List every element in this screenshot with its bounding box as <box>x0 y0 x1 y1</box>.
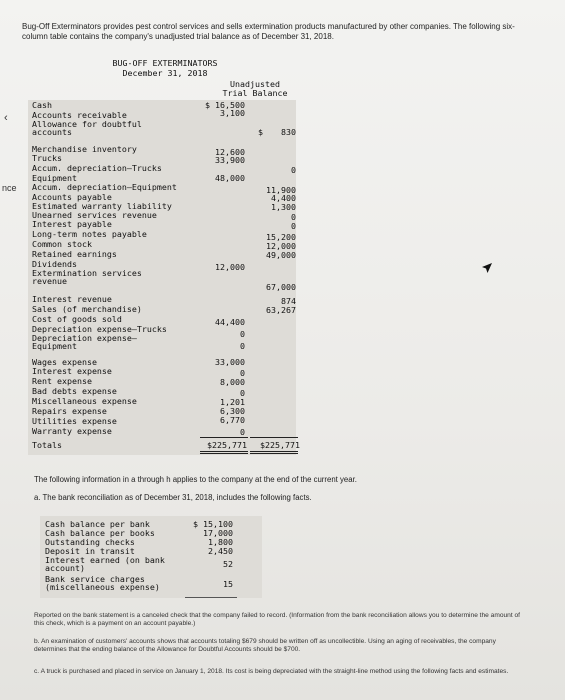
table-row-debit: 0 <box>240 368 245 378</box>
company-name: BUG-OFF EXTERMINATORS <box>112 58 218 68</box>
bank-row-label: Deposit in transit <box>45 546 135 556</box>
totals-label: Totals <box>32 440 62 450</box>
table-row-label: Miscellaneous expense <box>32 396 137 406</box>
table-row-credit: 0 <box>291 221 296 231</box>
table-row-label: Repairs expense <box>32 406 107 416</box>
table-row-credit: 49,000 <box>266 250 296 260</box>
table-row-debit: 44,400 <box>215 317 245 327</box>
bank-row-value: 1,800 <box>208 537 233 547</box>
table-row-label: Accounts receivable <box>32 110 127 120</box>
table-row-credit: 0 <box>291 165 296 175</box>
table-row-label: Utilities expense <box>32 416 117 426</box>
table-row-debit: 1,201 <box>220 397 245 407</box>
table-row-debit: 0 <box>240 388 245 398</box>
mouse-pointer-icon <box>481 262 493 274</box>
table-row-credit: 67,000 <box>266 282 296 292</box>
table-row-credit: 63,267 <box>266 305 296 315</box>
table-row-debit: 48,000 <box>215 173 245 183</box>
intro-paragraph: Bug-Off Exterminators provides pest control services and sells extermination products manufactured by other companies. The following six-column table contains the company's unadjusted trial balance as of December 31, 2018. <box>22 22 515 41</box>
bank-row-value: 15 <box>223 579 233 589</box>
chevron-left-icon[interactable]: ‹ <box>4 112 8 124</box>
table-row-label: Accum. depreciation—Equipment <box>32 182 177 192</box>
reported-paragraph: Reported on the bank statement is a canceled check that the company failed to record. (Information from the bank reconciliation allows you to determine the amount of this check, which is a payment on an account payable.) <box>34 612 521 627</box>
bank-row-value: 52 <box>223 559 233 569</box>
table-row-credit: 830 <box>281 127 296 137</box>
table-row-label: Interest revenue <box>32 294 112 304</box>
statement-date: December 31, 2018 <box>122 68 208 78</box>
table-row-debit: 8,000 <box>220 377 245 387</box>
table-row-debit: 33,900 <box>215 155 245 165</box>
info-paragraph: The following information in a through h applies to the company at the end of the current year. <box>34 475 357 484</box>
table-row-label: Depreciation expense—Trucks <box>32 324 167 334</box>
table-row-label: Depreciation expense— Equipment <box>32 333 137 352</box>
table-row-label: Long-term notes payable <box>32 229 147 239</box>
total-credit: $225,771 <box>260 440 300 450</box>
credit-double-rule-1 <box>250 451 298 452</box>
table-row-label: Cash <box>32 100 52 110</box>
bank-row-label: Outstanding checks <box>45 537 135 547</box>
table-row-credit: 1,300 <box>271 202 296 212</box>
table-row-debit: 0 <box>240 329 245 339</box>
table-row-label: Accounts payable <box>32 192 112 202</box>
column-heading-line-1: Unadjusted <box>230 79 280 89</box>
table-row-debit: 3,100 <box>220 108 245 118</box>
credit-total-rule <box>250 437 298 438</box>
table-row-credit: 0 <box>291 212 296 222</box>
table-row-label: Cost of goods sold <box>32 314 122 324</box>
table-row-credit: 874 <box>281 296 296 306</box>
dollar-sign: $ <box>258 127 263 137</box>
item-a-paragraph: a. The bank reconciliation as of December 31, 2018, includes the following facts. <box>34 493 312 502</box>
bank-row-value: $ 15,100 <box>193 519 233 529</box>
table-row-label: Bad debts expense <box>32 386 117 396</box>
table-row-label: Dividends <box>32 259 77 269</box>
item-b-paragraph: b. An examination of customers' accounts shows that accounts totaling $679 should be written off as uncollectible. Using an aging of receivables, the company determines that the ending balance of the Allowance for Doubtful Accounts should be $700. <box>34 638 496 653</box>
table-row-debit: 0 <box>240 427 245 437</box>
table-row-label: Unearned services revenue <box>32 210 157 220</box>
item-c-paragraph: c. A truck is purchased and placed in service on January 1, 2018. Its cost is being depreciated with the straight-line method using the following facts and estimates. <box>34 668 509 675</box>
table-row-label: Equipment <box>32 173 77 183</box>
table-row-label: Sales (of merchandise) <box>32 304 142 314</box>
bank-row-value: 17,000 <box>203 528 233 538</box>
table-row-label: Common stock <box>32 239 92 249</box>
table-row-label: Extermination services revenue <box>32 268 142 287</box>
credit-double-rule-2 <box>250 453 298 454</box>
column-heading <box>205 80 305 98</box>
cropped-text-fragment: nce <box>2 183 17 193</box>
table-row-debit: 6,770 <box>220 415 245 425</box>
table-row-credit: 4,400 <box>271 193 296 203</box>
table-row-credit: 11,900 <box>266 185 296 195</box>
table-row-label: Wages expense <box>32 357 97 367</box>
table-row-label: Allowance for doubtful accounts <box>32 119 142 138</box>
table-row-debit: 12,600 <box>215 147 245 157</box>
bank-row-value: 2,450 <box>208 546 233 556</box>
table-row-debit: 33,000 <box>215 357 245 367</box>
trial-balance-heading <box>60 58 270 78</box>
table-row-label: Rent expense <box>32 376 92 386</box>
total-debit: $225,771 <box>207 440 247 450</box>
table-row-label: Trucks <box>32 153 62 163</box>
table-row-label: Warranty expense <box>32 426 112 436</box>
table-row-debit: 0 <box>240 341 245 351</box>
table-row-label: Merchandise inventory <box>32 144 137 154</box>
column-heading-line-2: Trial Balance <box>222 88 288 98</box>
table-row-label: Accum. depreciation—Trucks <box>32 163 162 173</box>
debit-total-rule <box>200 437 248 438</box>
table-row-label: Estimated warranty liability <box>32 201 172 211</box>
bank-row-label: Cash balance per books <box>45 528 155 538</box>
table-row-credit: 15,200 <box>266 232 296 242</box>
debit-double-rule-2 <box>200 453 248 454</box>
table-row-label: Interest payable <box>32 219 112 229</box>
table-row-debit: $ 16,500 <box>205 100 245 110</box>
table-row-debit: 6,300 <box>220 406 245 416</box>
debit-double-rule-1 <box>200 451 248 452</box>
bank-row-label: Bank service charges (miscellaneous expense) <box>45 574 160 593</box>
table-row-debit: 12,000 <box>215 262 245 272</box>
table-row-credit: 12,000 <box>266 241 296 251</box>
table-row-label: Retained earnings <box>32 249 117 259</box>
bank-bottom-rule <box>185 597 237 598</box>
bank-row-label: Interest earned (on bank account) <box>45 555 165 574</box>
bank-row-label: Cash balance per bank <box>45 519 150 529</box>
table-row-label: Interest expense <box>32 366 112 376</box>
